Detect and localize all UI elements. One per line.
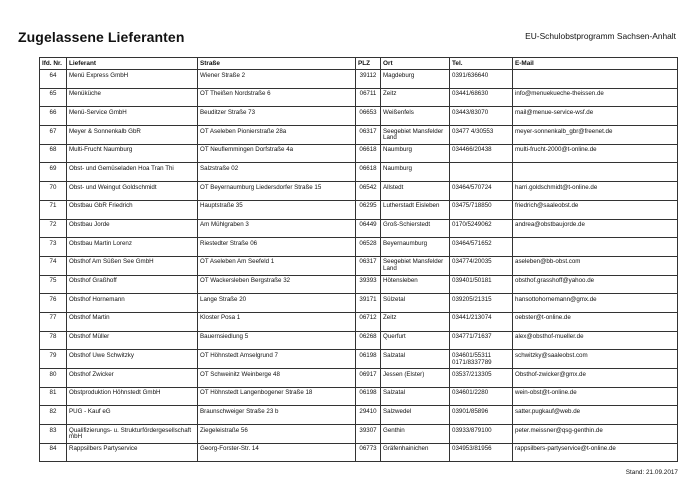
cell-ort: Jessen (Elster)	[381, 369, 450, 388]
cell-nr: 66	[40, 107, 67, 126]
cell-email: obsthof.grasshoff@yahoo.de	[513, 275, 678, 294]
cell-strasse: OT Beyernaumburg Liedersdorfer Straße 15	[198, 182, 356, 201]
stand-date: Stand: 21.09.2017	[625, 469, 678, 476]
cell-tel: 034466/20438	[450, 144, 513, 163]
cell-strasse: Riestedter Straße 06	[198, 238, 356, 257]
table-row	[40, 200, 678, 219]
cell-nr: 72	[40, 219, 67, 238]
cell-ort: Naumburg	[381, 144, 450, 163]
cell-lieferant: Obst- und Weingut Goldschmidt	[67, 182, 198, 201]
cell-ort: Hötensleben	[381, 275, 450, 294]
cell-tel: 03441/213074	[450, 312, 513, 331]
cell-strasse: OT Höhnstedt Amselgrund 7	[198, 350, 356, 369]
column-header-ort: Ort	[381, 58, 450, 70]
cell-tel	[450, 163, 513, 182]
cell-nr: 65	[40, 88, 67, 107]
cell-nr: 73	[40, 238, 67, 257]
cell-email: oebster@t-online.de	[513, 312, 678, 331]
cell-email	[513, 163, 678, 182]
cell-ort: Genthin	[381, 425, 450, 444]
table-row	[40, 275, 678, 294]
table-row	[40, 126, 678, 145]
cell-nr: 70	[40, 182, 67, 201]
cell-tel: 034953/81956	[450, 443, 513, 462]
table-header-row	[40, 58, 678, 70]
cell-ort: Naumburg	[381, 163, 450, 182]
cell-lieferant: Obsthof Am Süßen See GmbH	[67, 256, 198, 275]
cell-strasse: OT Aseleben Am Seefeld 1	[198, 256, 356, 275]
cell-email: peter.meissner@qsg-genthin.de	[513, 425, 678, 444]
cell-ort: Seegebiet Mansfelder Land	[381, 256, 450, 275]
cell-lieferant: Meyer & Sonnenkalb GbR	[67, 126, 198, 145]
cell-ort: Salzatal	[381, 387, 450, 406]
cell-email	[513, 238, 678, 257]
cell-nr: 79	[40, 350, 67, 369]
cell-plz: 39112	[356, 70, 381, 89]
cell-tel: 034774/20035	[450, 256, 513, 275]
cell-ort: Sülzetal	[381, 294, 450, 313]
cell-strasse: OT Wackersleben Bergstraße 32	[198, 275, 356, 294]
cell-plz: 06653	[356, 107, 381, 126]
cell-plz: 06449	[356, 219, 381, 238]
cell-ort: Salzwedel	[381, 406, 450, 425]
cell-nr: 76	[40, 294, 67, 313]
table-row	[40, 144, 678, 163]
table-row	[40, 369, 678, 388]
page-title: Zugelassene Lieferanten	[18, 29, 185, 45]
column-header-lieferant: Lieferant	[67, 58, 198, 70]
cell-tel: 034771/71637	[450, 331, 513, 350]
cell-strasse: Hauptstraße 35	[198, 200, 356, 219]
table-row	[40, 387, 678, 406]
cell-email: harri.goldschmidt@t-online.de	[513, 182, 678, 201]
cell-tel: 034601/55311 0171/8337789	[450, 350, 513, 369]
cell-plz: 06773	[356, 443, 381, 462]
cell-strasse: Bauernsiedlung 5	[198, 331, 356, 350]
cell-nr: 67	[40, 126, 67, 145]
cell-nr: 64	[40, 70, 67, 89]
cell-tel: 039401/50181	[450, 275, 513, 294]
cell-ort: Gräfenhainichen	[381, 443, 450, 462]
column-header-tel: Tel.	[450, 58, 513, 70]
cell-lieferant: Obsthof Zwicker	[67, 369, 198, 388]
table-row	[40, 163, 678, 182]
cell-nr: 83	[40, 425, 67, 444]
cell-ort: Zeitz	[381, 88, 450, 107]
cell-email: satter.pugkauf@web.de	[513, 406, 678, 425]
cell-plz: 06268	[356, 331, 381, 350]
table-row	[40, 425, 678, 444]
cell-ort: Beyernaumburg	[381, 238, 450, 257]
cell-plz: 06198	[356, 387, 381, 406]
cell-strasse: Georg-Forster-Str. 14	[198, 443, 356, 462]
column-header-nr: lfd. Nr.	[40, 58, 67, 70]
cell-email: alex@obsthof-mueller.de	[513, 331, 678, 350]
cell-tel: 03464/570724	[450, 182, 513, 201]
column-header-strasse: Straße	[198, 58, 356, 70]
table-row	[40, 406, 678, 425]
cell-plz: 06317	[356, 126, 381, 145]
cell-tel: 039205/21315	[450, 294, 513, 313]
cell-tel: 03464/571652	[450, 238, 513, 257]
cell-lieferant: Menüküche	[67, 88, 198, 107]
cell-ort: Seegebiet Mansfelder Land	[381, 126, 450, 145]
column-header-plz: PLZ	[356, 58, 381, 70]
table-row	[40, 312, 678, 331]
cell-lieferant: Obsthof Uwe Schwitzky	[67, 350, 198, 369]
cell-strasse: Braunschweiger Straße 23 b	[198, 406, 356, 425]
cell-ort: Salzatal	[381, 350, 450, 369]
table-row	[40, 88, 678, 107]
cell-ort: Allstedt	[381, 182, 450, 201]
cell-strasse: Kloster Posa 1	[198, 312, 356, 331]
cell-lieferant: Qualifizierungs- u. Strukturfördergesellschaft mbH	[67, 425, 198, 444]
table-row	[40, 256, 678, 275]
cell-tel: 03901/85896	[450, 406, 513, 425]
cell-strasse: Lange Straße 20	[198, 294, 356, 313]
column-header-email: E-Mail	[513, 58, 678, 70]
cell-lieferant: Obsthof Graßhoff	[67, 275, 198, 294]
cell-strasse: OT Aseleben Pionierstraße 28a	[198, 126, 356, 145]
cell-email	[513, 70, 678, 89]
cell-email: friedrich@saaleobst.de	[513, 200, 678, 219]
cell-nr: 82	[40, 406, 67, 425]
cell-plz: 06917	[356, 369, 381, 388]
cell-plz: 06618	[356, 144, 381, 163]
cell-lieferant: Obstbau GbR Friedrich	[67, 200, 198, 219]
table-row	[40, 219, 678, 238]
cell-lieferant: Multi-Frucht Naumburg	[67, 144, 198, 163]
cell-strasse: OT Neuflemmingen Dorfstraße 4a	[198, 144, 356, 163]
table-row	[40, 294, 678, 313]
cell-nr: 71	[40, 200, 67, 219]
program-title: EU-Schulobstprogramm Sachsen-Anhalt	[525, 31, 676, 41]
cell-lieferant: Rappsilbers Partyservice	[67, 443, 198, 462]
cell-plz: 06295	[356, 200, 381, 219]
cell-tel: 03933/879100	[450, 425, 513, 444]
cell-plz: 06317	[356, 256, 381, 275]
cell-email: meyer-sonnenkalb_gbr@freenet.de	[513, 126, 678, 145]
cell-nr: 74	[40, 256, 67, 275]
cell-tel: 0170/5249062	[450, 219, 513, 238]
cell-plz: 06711	[356, 88, 381, 107]
cell-plz: 39393	[356, 275, 381, 294]
table-body	[40, 70, 678, 462]
cell-plz: 39307	[356, 425, 381, 444]
cell-lieferant: Obstproduktion Höhnstedt GmbH	[67, 387, 198, 406]
cell-nr: 75	[40, 275, 67, 294]
table-row	[40, 70, 678, 89]
cell-plz: 06542	[356, 182, 381, 201]
cell-strasse: Salzstraße 02	[198, 163, 356, 182]
table-row	[40, 331, 678, 350]
table-row	[40, 443, 678, 462]
cell-plz: 39171	[356, 294, 381, 313]
cell-email: andrea@obstbaujorde.de	[513, 219, 678, 238]
cell-email: schwitzky@saaleobst.com	[513, 350, 678, 369]
cell-email: hansottohornemann@gmx.de	[513, 294, 678, 313]
cell-strasse: OT Höhnstedt Langenbogener Straße 18	[198, 387, 356, 406]
cell-strasse: Ziegeleistraße 56	[198, 425, 356, 444]
cell-email: mail@menue-service-wsf.de	[513, 107, 678, 126]
cell-strasse: Wiener Straße 2	[198, 70, 356, 89]
cell-email: info@menuekueche-theissen.de	[513, 88, 678, 107]
cell-lieferant: Obst- und Gemüseladen Hoa Tran Thi	[67, 163, 198, 182]
cell-strasse: OT Theißen Nordstraße 6	[198, 88, 356, 107]
cell-nr: 68	[40, 144, 67, 163]
cell-email: rappsilbers-partyservice@t-online.de	[513, 443, 678, 462]
cell-strasse: Am Mühlgraben 3	[198, 219, 356, 238]
cell-strasse: OT Schweinitz Weinberge 48	[198, 369, 356, 388]
cell-email: aseleben@bb-obst.com	[513, 256, 678, 275]
cell-nr: 77	[40, 312, 67, 331]
cell-tel: 03475/718850	[450, 200, 513, 219]
cell-lieferant: Menü-Service GmbH	[67, 107, 198, 126]
cell-email: wein-obst@t-online.de	[513, 387, 678, 406]
cell-nr: 81	[40, 387, 67, 406]
cell-nr: 80	[40, 369, 67, 388]
cell-lieferant: Obsthof Martin	[67, 312, 198, 331]
cell-tel: 03443/83070	[450, 107, 513, 126]
cell-tel: 03477 4/30553	[450, 126, 513, 145]
cell-strasse: Beuditzer Straße 73	[198, 107, 356, 126]
cell-lieferant: Obstbau Jorde	[67, 219, 198, 238]
cell-lieferant: Obsthof Hornemann	[67, 294, 198, 313]
cell-tel: 0391/636640	[450, 70, 513, 89]
cell-plz: 06618	[356, 163, 381, 182]
cell-plz: 06712	[356, 312, 381, 331]
cell-nr: 78	[40, 331, 67, 350]
cell-ort: Querfurt	[381, 331, 450, 350]
cell-nr: 69	[40, 163, 67, 182]
table-row	[40, 238, 678, 257]
cell-plz: 06528	[356, 238, 381, 257]
table-row	[40, 107, 678, 126]
cell-email: Obsthof-zwicker@gmx.de	[513, 369, 678, 388]
cell-nr: 84	[40, 443, 67, 462]
cell-tel: 03441/68630	[450, 88, 513, 107]
cell-ort: Weißenfels	[381, 107, 450, 126]
cell-email: multi-frucht-2000@t-online.de	[513, 144, 678, 163]
cell-plz: 29410	[356, 406, 381, 425]
table-row	[40, 350, 678, 369]
cell-plz: 06198	[356, 350, 381, 369]
cell-lieferant: Menü Express GmbH	[67, 70, 198, 89]
cell-tel: 034601/2280	[450, 387, 513, 406]
cell-ort: Groß-Schierstedt	[381, 219, 450, 238]
cell-ort: Zeitz	[381, 312, 450, 331]
cell-lieferant: PUG - Kauf eG	[67, 406, 198, 425]
cell-ort: Lutherstadt Eisleben	[381, 200, 450, 219]
table-row	[40, 182, 678, 201]
cell-tel: 03537/213305	[450, 369, 513, 388]
cell-ort: Magdeburg	[381, 70, 450, 89]
cell-lieferant: Obsthof Müller	[67, 331, 198, 350]
supplier-table	[39, 57, 678, 462]
cell-lieferant: Obstbau Martin Lorenz	[67, 238, 198, 257]
